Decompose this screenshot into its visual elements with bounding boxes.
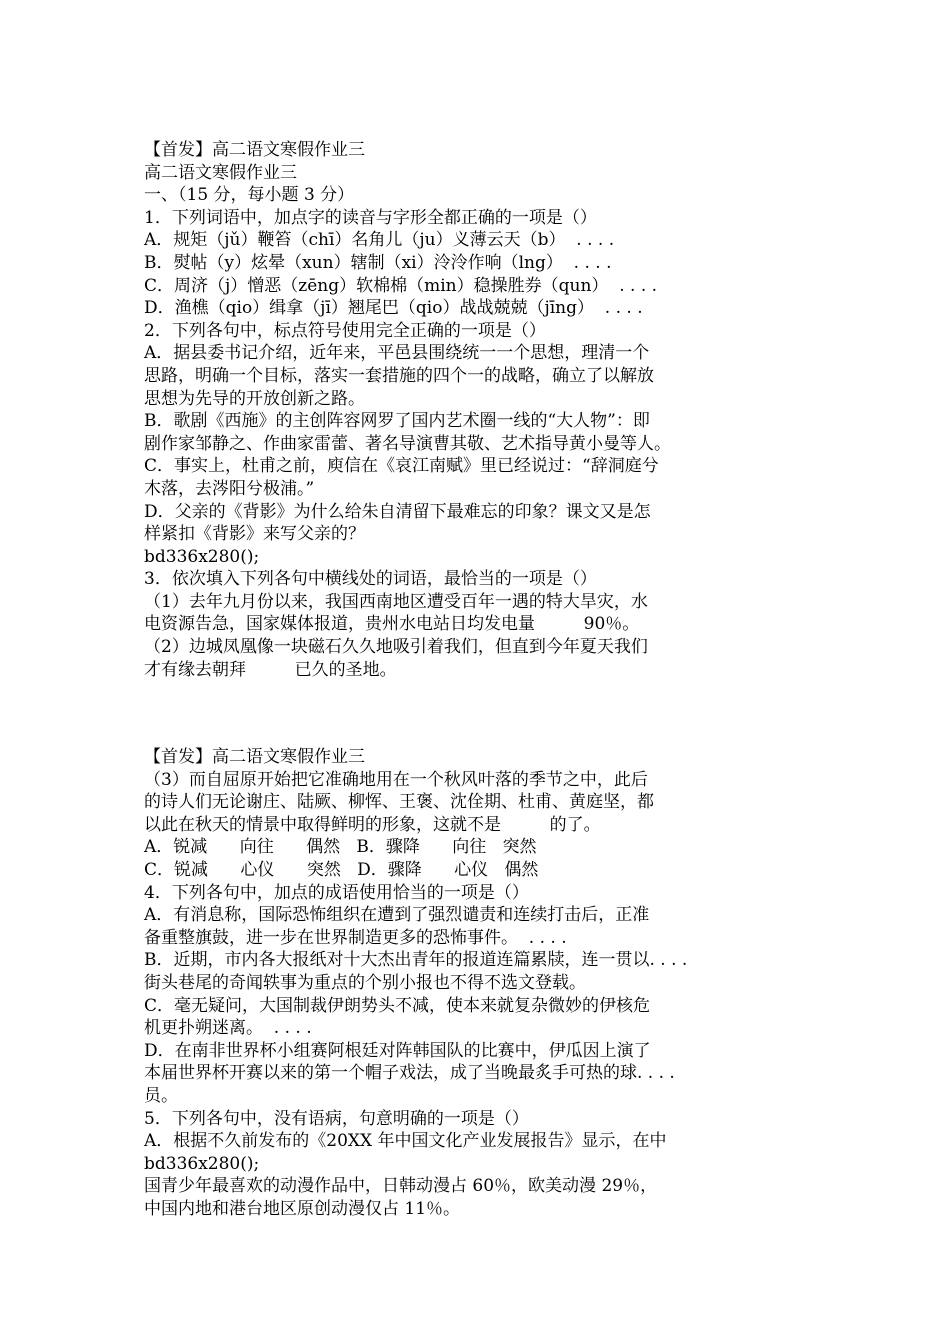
text-line: 4．下列各句中，加点的成语使用恰当的一项是（） — [144, 882, 529, 903]
text-line: 思想为先导的开放创新之路。 — [144, 388, 365, 409]
text-line: 备重整旗鼓，进一步在世界制造更多的恐怖事件。 . . . . — [144, 927, 567, 948]
text-line: 本届世界杯开赛以来的第一个帽子戏法，成了当晚最炙手可热的球. . . . — [144, 1063, 675, 1084]
text-line: 一、（15 分，每小题 3 分） — [144, 185, 355, 206]
text-line: A．规矩（jǔ）鞭笞（chī）名角儿（ju）义薄云天（b） . . . . — [144, 230, 615, 251]
text-line: （2）边城凤凰像一块磁石久久地吸引着我们，但直到今年夏天我们 — [144, 637, 648, 658]
text-line: 国青少年最喜欢的动漫作品中，日韩动漫占 60％，欧美动漫 29％， — [144, 1176, 658, 1197]
text-line: 以此在秋天的情景中取得鲜明的形象，这就不是 的了。 — [144, 814, 601, 835]
page-section-1 — [144, 139, 864, 681]
text-line: C．锐减 心仪 突然 D．骤降 心仪 偶然 — [144, 859, 539, 880]
text-line: D．渔樵（qio）缉拿（jī）翘尾巴（qio）战战兢兢（jīng） . . . . — [144, 298, 643, 319]
text-line: 样紧扣《背影》来写父亲的？ — [144, 524, 365, 545]
text-line: bd336x280(); — [144, 546, 260, 567]
text-line: 中国内地和港台地区原创动漫仅占 11％。 — [144, 1198, 461, 1219]
text-line: C．事实上，杜甫之前，庾信在《哀江南赋》里已经说过：“辞洞庭兮 — [144, 456, 659, 477]
text-line: D．父亲的《背影》为什么给朱自清留下最难忘的印象？课文又是怎 — [144, 501, 651, 522]
text-line: B．歌剧《西施》的主创阵容网罗了国内艺术圈一线的“大人物”：即 — [144, 411, 650, 432]
text-line: A．据县委书记介绍，近年来，平邑县围绕统一一个思想，理清一个 — [144, 343, 650, 364]
text-line: 机更扑朔迷离。 . . . . — [144, 1018, 312, 1039]
text-line: bd336x280(); — [144, 1153, 260, 1174]
text-line: 3．依次填入下列各句中横线处的词语，最恰当的一项是（） — [144, 569, 597, 590]
text-line: C．周济（j）憎恶（zēng）软棉棉（min）稳操胜券（qun） . . . . — [144, 275, 658, 296]
text-line: C．毫无疑问，大国制裁伊朗势头不减，使本来就复杂微妙的伊核危 — [144, 995, 651, 1016]
text-line: 电资源告急，国家媒体报道，贵州水电站日均发电量 90％。 — [144, 614, 640, 635]
page-section-2 — [144, 746, 864, 1220]
text-line: 5．下列各句中，没有语病，句意明确的一项是（） — [144, 1108, 529, 1129]
text-line: 思路，明确一个目标，落实一套措施的四个一的战略，确立了以解放 — [144, 365, 654, 386]
text-line: 【首发】高二语文寒假作业三 — [144, 140, 365, 160]
text-line: （3）而自屈原开始把它准确地用在一个秋风叶落的季节之中，此后 — [144, 769, 648, 790]
text-line: 才有缘去朝拜 已久的圣地。 — [144, 659, 397, 680]
text-line: 1．下列词语中，加点字的读音与字形全都正确的一项是（） — [144, 207, 597, 228]
text-line: D．在南非世界杯小组赛阿根廷对阵韩国队的比赛中，伊瓜因上演了 — [144, 1040, 651, 1061]
text-line: 员。 — [144, 1085, 178, 1106]
text-line: A．根据不久前发布的《20XX 年中国文化产业发展报告》显示，在中 — [144, 1131, 667, 1152]
text-line: 剧作家邹静之、作曲家雷蕾、著名导演曹其敬、艺术指导黄小曼等人。 — [144, 433, 671, 454]
text-line: 的诗人们无论谢庄、陆厥、柳恽、王褒、沈佺期、杜甫、黄庭坚，都 — [144, 792, 654, 813]
text-line: A．有消息称，国际恐怖组织在遭到了强烈谴责和连续打击后，正准 — [144, 905, 650, 926]
text-line: 2．下列各句中，标点符号使用完全正确的一项是（） — [144, 320, 546, 341]
text-line: （1）去年九月份以来，我国西南地区遭受百年一遇的特大旱灾，水 — [144, 591, 648, 612]
text-line: A．锐减 向往 偶然 B．骤降 向往 突然 — [144, 837, 537, 858]
text-line: B．熨帖（y）炫晕（xun）辖制（xi）泠泠作响（lng） . . . . — [144, 252, 612, 273]
text-line: B．近期，市内各大报纸对十大杰出青年的报道连篇累牍，连一贯以. . . . — [144, 950, 688, 971]
text-line: 木落，去涔阳兮极浦。” — [144, 478, 315, 499]
text-line: 街头巷尾的奇闻轶事为重点的个别小报也不得不选文登载。 — [144, 972, 586, 993]
text-line: 【首发】高二语文寒假作业三 — [144, 747, 365, 767]
text-line: 高二语文寒假作业三 — [144, 162, 297, 183]
